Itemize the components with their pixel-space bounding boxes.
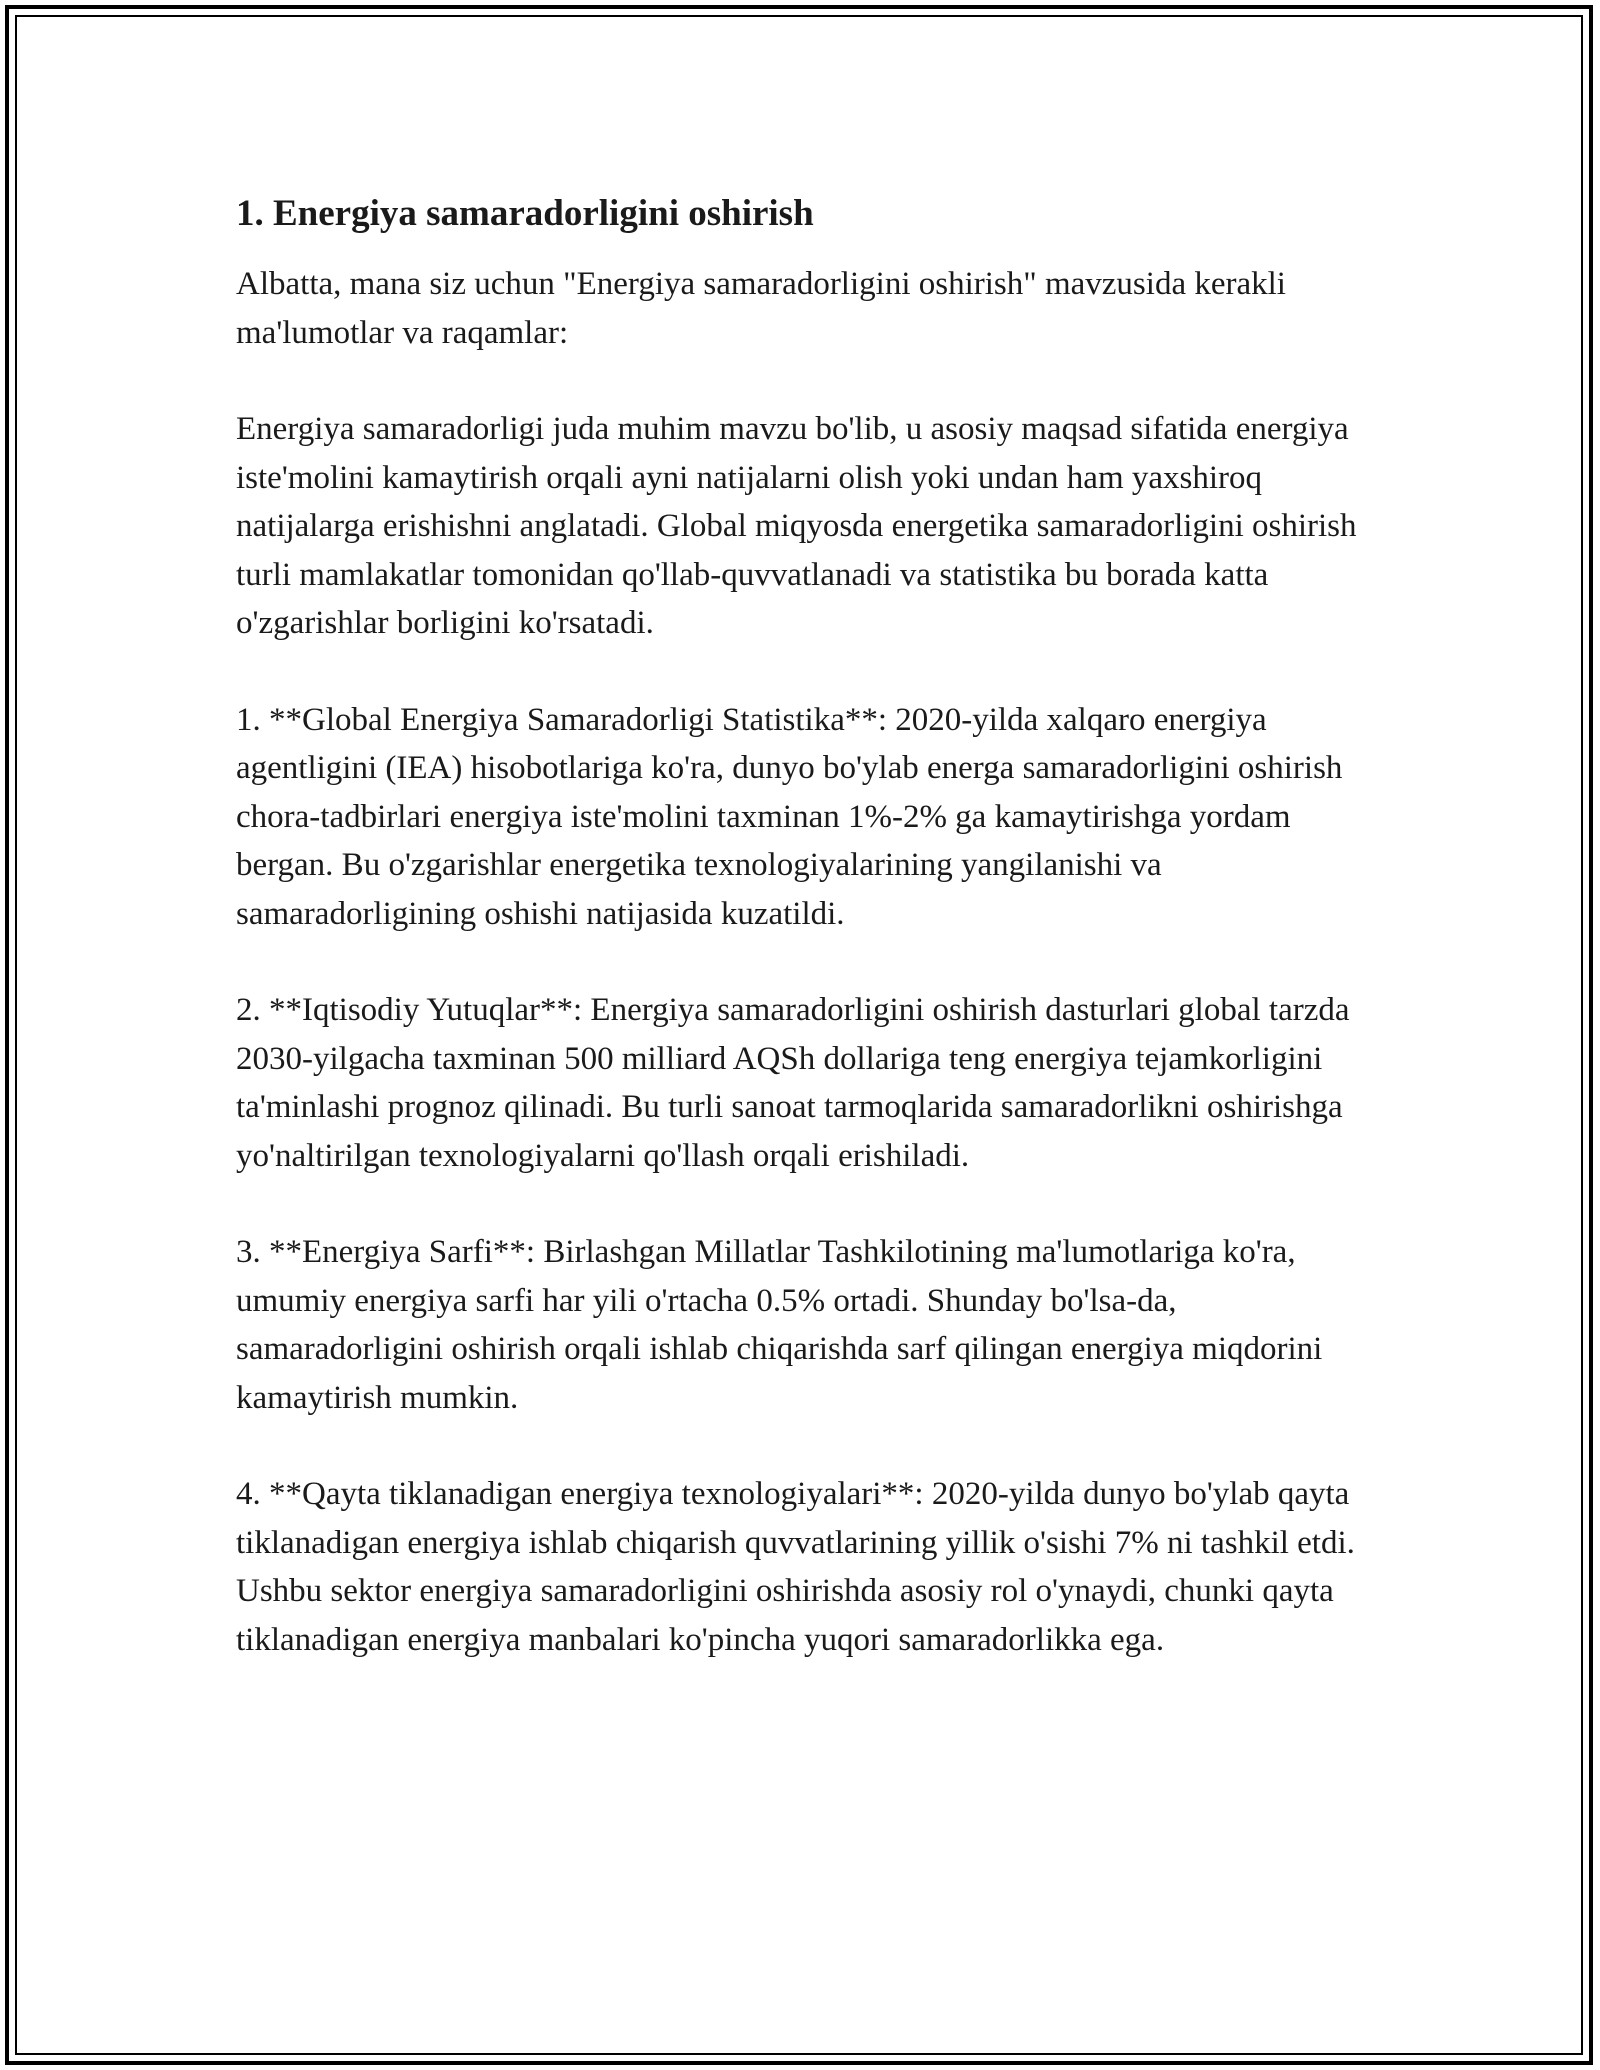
overview-paragraph: Energiya samaradorligi juda muhim mavzu bo'lib, u asosiy maqsad sifatida energiya iste'molini kamaytirish orqali ayni natijalarni olish yoki undan ham yaxshiroq natijalarga erishishni anglatadi. Global miqyosda energetika samaradorligini oshirish turli mamlakatlar tomonidan qo'llab-quvvatlanadi va statistika bu borada katta o'zgarishlar borligini ko'rsatadi. — [236, 411, 1357, 641]
list-item-economic-gains: 2. **Iqtisodiy Yutuqlar**: Energiya samaradorligini oshirish dasturlari global tarzda 2030-yilgacha taxminan 500 milliard AQSh dollariga teng energiya tejamkorligini ta'minlashi prognoz qilinadi. Bu turli sanoat tarmoqlarida samaradorlikni oshirishga yo'naltirilgan texnologiyalarni qo'llash orqali erishiladi. — [236, 992, 1350, 1174]
section-heading: 1. Energiya samaradorligini oshirish — [236, 193, 814, 234]
list-item-global-statistics: 1. **Global Energiya Samaradorligi Statistika**: 2020-yilda xalqaro energiya agentligini (IEA) hisobotlariga ko'ra, dunyo bo'ylab energa samaradorligini oshirish chora-tadbirlari energiya iste'molini taxminan 1%-2% ga kamaytirishga yordam bergan. Bu o'zgarishlar energetika texnologiyalarining yangilanishi va samaradorligining oshishi natijasida kuzatildi. — [236, 701, 1343, 932]
list-item-renewable-technologies: 4. **Qayta tiklanadigan energiya texnologiyalari**: 2020-yilda dunyo bo'ylab qayta tiklanadigan energiya ishlab chiqarish quvvatlarining yillik o'sishi 7% ni tashkil etdi. Ushbu sektor energiya samaradorligini oshirishda asosiy rol o'ynaydi, chunki qayta tiklanadigan energiya manbalari ko'pincha yuqori samaradorlikka ega. — [236, 1476, 1355, 1658]
intro-paragraph: Albatta, mana siz uchun "Energiya samaradorligini oshirish" mavzusida kerakli ma'lumotlar va raqamlar: — [236, 266, 1286, 351]
document-body — [236, 186, 1361, 1712]
list-item-energy-consumption: 3. **Energiya Sarfi**: Birlashgan Millatlar Tashkilotining ma'lumotlariga ko'ra, umumiy energiya sarfi har yili o'rtacha 0.5% ortadi. Shunday bo'lsa-da, samaradorligini oshirish orqali ishlab chiqarishda sarf qilingan energiya miqdorini kamaytirish mumkin. — [236, 1234, 1323, 1416]
